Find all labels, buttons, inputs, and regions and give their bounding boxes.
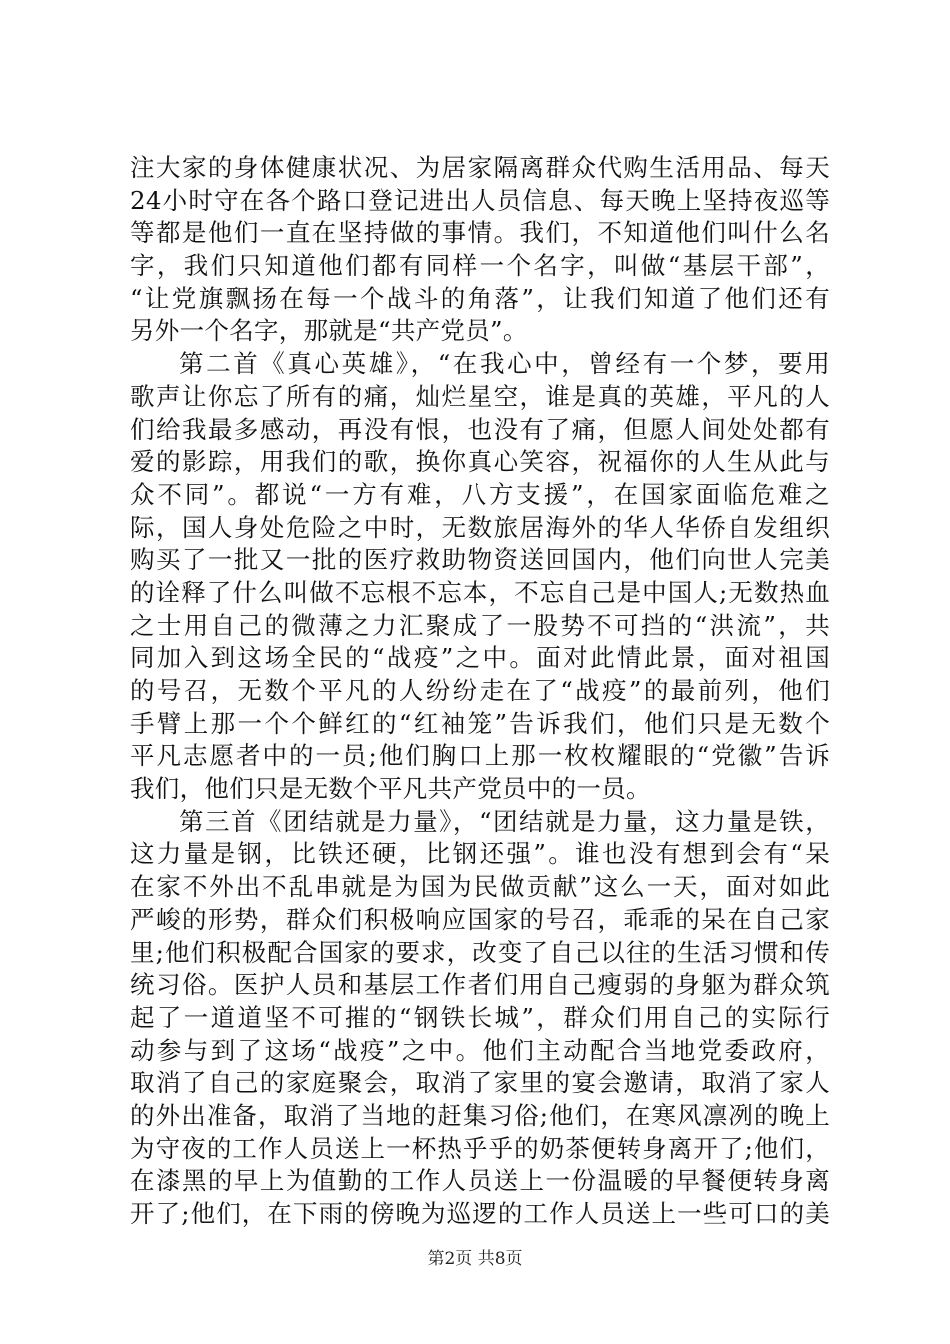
text-line: 爱的影踪，用我们的歌，换你真心笑容，祝福你的人生从此与 — [130, 447, 830, 477]
text-line: 我们，他们只是无数个平凡共产党员中的一员。 — [130, 774, 651, 804]
text-line: 之士用自己的微薄之力汇聚成了一股势不可挡的“洪流”，共 — [130, 610, 830, 640]
text-line: 购买了一批又一批的医疗救助物资送回国内，他们向世人完美 — [130, 545, 830, 575]
text-line: 24小时守在各个路口登记进出人员信息、每天晚上坚持夜巡等 — [130, 185, 830, 215]
text-line: 众不同”。都说“一方有难，八方支援”，在国家面临危难之 — [130, 479, 830, 509]
text-line: 严峻的形势，群众们积极响应国家的号召，乖乖的呆在自己家 — [130, 904, 830, 934]
text-line: 开了;他们，在下雨的傍晚为巡逻的工作人员送上一些可口的美 — [130, 1199, 830, 1228]
text-line: 平凡志愿者中的一员;他们胸口上那一枚枚耀眼的“党徽”告诉 — [130, 741, 830, 771]
text-line: 这力量是钢，比铁还硬，比钢还强”。谁也没有想到会有“呆 — [130, 839, 830, 869]
text-line: 另外一个名字，那就是“共产党员”。 — [130, 316, 528, 346]
text-line: “让党旗飘扬在每一个战斗的角落”，让我们知道了他们还有 — [130, 283, 830, 313]
text-line: 为守夜的工作人员送上一杯热乎乎的奶茶便转身离开了;他们， — [130, 1133, 830, 1163]
paragraph-start-line: 第三首《团结就是力量》，“团结就是力量，这力量是铁， — [179, 806, 830, 836]
text-line: 歌声让你忘了所有的痛，灿烂星空，谁是真的英雄，平凡的人 — [130, 381, 830, 411]
text-line: 在家不外出不乱串就是为国为民做贡献”这么一天，面对如此 — [130, 872, 830, 902]
body-text — [130, 152, 830, 1231]
text-line: 的诠释了什么叫做不忘根不忘本，不忘自己是中国人;无数热血 — [130, 577, 830, 607]
text-line: 际，国人身处危险之中时，无数旅居海外的华人华侨自发组织 — [130, 512, 830, 542]
text-line: 统习俗。医护人员和基层工作者们用自己瘦弱的身躯为群众筑 — [130, 970, 830, 1000]
text-line: 取消了自己的家庭聚会，取消了家里的宴会邀请，取消了家人 — [130, 1068, 830, 1098]
text-line: 起了一道道坚不可摧的“钢铁长城”，群众们用自己的实际行 — [130, 1002, 830, 1032]
text-line: 里;他们积极配合国家的要求，改变了自己以往的生活习惯和传 — [130, 937, 830, 967]
text-line: 注大家的身体健康状况、为居家隔离群众代购生活用品、每天 — [130, 153, 830, 182]
text-line: 们给我最多感动，再没有恨，也没有了痛，但愿人间处处都有 — [130, 414, 830, 444]
paragraph-start-line: 第二首《真心英雄》，“在我心中，曾经有一个梦，要用 — [179, 349, 830, 379]
text-line: 的外出准备，取消了当地的赶集习俗;他们，在寒风凛冽的晚上 — [130, 1100, 830, 1130]
text-line: 的号召，无数个平凡的人纷纷走在了“战疫”的最前列，他们 — [130, 676, 830, 705]
text-line: 手臂上那一个个鲜红的“红袖笼”告诉我们，他们只是无数个 — [130, 708, 830, 738]
page-number-footer: 第2页 共8页 — [427, 1249, 523, 1269]
text-line: 在漆黑的早上为值勤的工作人员送上一份温暖的早餐便转身离 — [130, 1166, 830, 1196]
text-line: 字，我们只知道他们都有同样一个名字，叫做“基层干部”， — [130, 251, 830, 281]
text-line: 等都是他们一直在坚持做的事情。我们，不知道他们叫什么名 — [130, 218, 830, 248]
text-line: 同加入到这场全民的“战疫”之中。面对此情此景，面对祖国 — [130, 643, 830, 673]
text-line: 动参与到了这场“战疫”之中。他们主动配合当地党委政府， — [130, 1035, 830, 1065]
